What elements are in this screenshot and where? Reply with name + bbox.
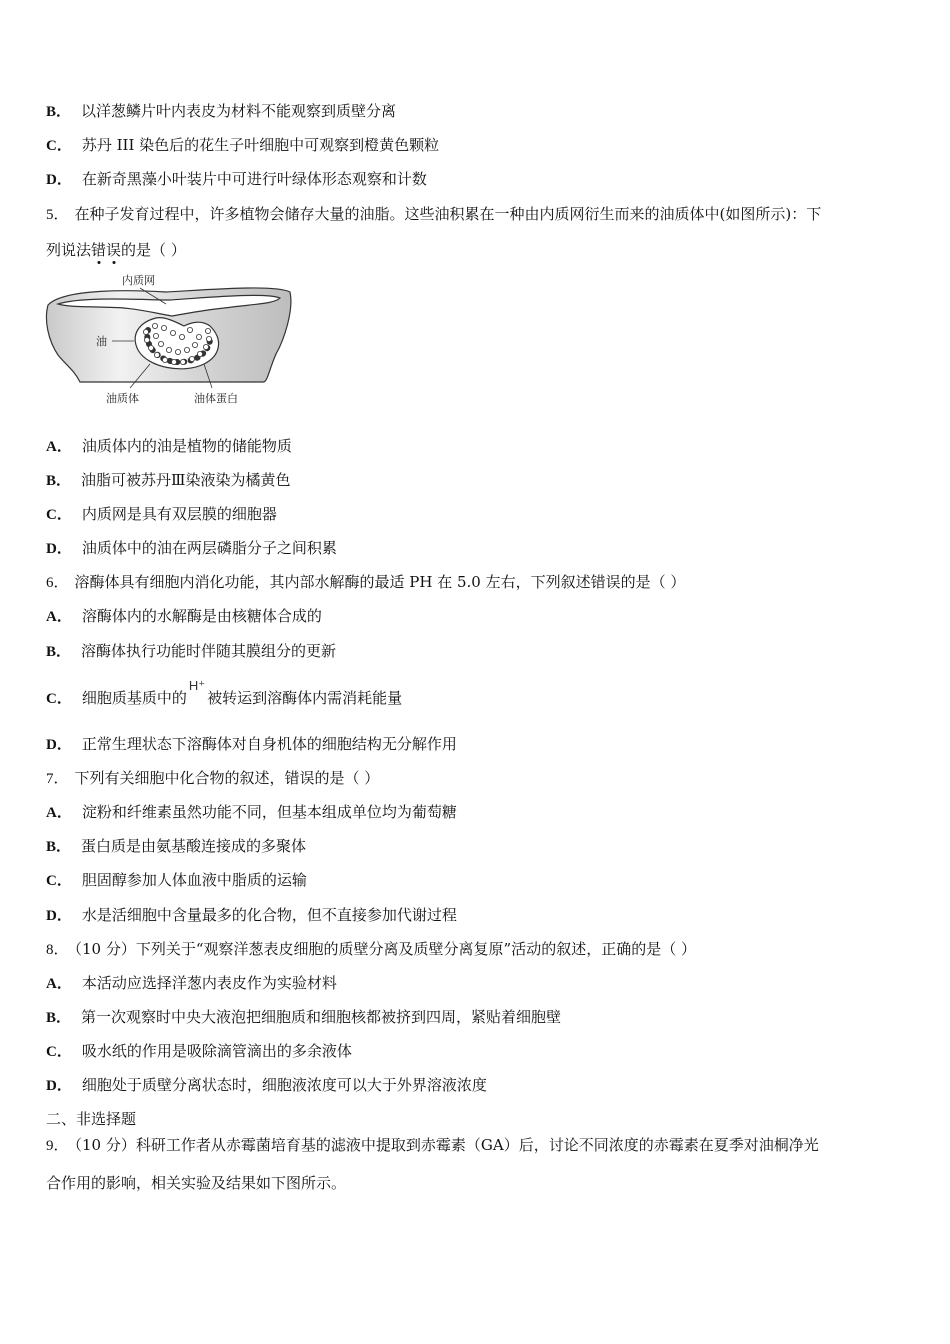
option-text: 蛋白质是由氨基酸连接成的多聚体 — [81, 837, 307, 855]
question-9-stem — [46, 1135, 819, 1156]
question-number: 7． — [46, 771, 69, 787]
hydrogen-ion-symbol: H⁺ — [188, 678, 206, 693]
emphasis-char: 误 — [106, 241, 122, 259]
label-oil-body-protein: 油体蛋白 — [194, 392, 238, 405]
option-text: 被转运到溶酶体内需消耗能量 — [207, 689, 403, 707]
option-line — [46, 734, 457, 755]
option-text: 淀粉和纤维素虽然功能不同，但基本组成单位均为葡萄糖 — [81, 803, 457, 821]
option-letter: B． — [46, 839, 72, 855]
option-text: 油质体中的油在两层磷脂分子之间积累 — [81, 539, 337, 557]
question-number: 9． — [46, 1138, 69, 1154]
option-letter: A． — [46, 609, 72, 625]
option-text: 溶酶体执行功能时伴随其膜组分的更新 — [81, 642, 337, 660]
option-letter: B． — [46, 644, 72, 660]
question-number: 5． — [46, 207, 69, 223]
label-oil: 油 — [96, 335, 107, 348]
question-5-stem — [46, 204, 821, 225]
option-line — [46, 169, 427, 190]
option-text: 苏丹 III 染色后的花生子叶细胞中可观察到橙黄色颗粒 — [81, 136, 440, 154]
option-letter: C． — [46, 1044, 72, 1060]
option-letter: C． — [46, 507, 72, 523]
option-letter: D． — [46, 541, 72, 557]
option-text: 吸水纸的作用是吸除滴管滴出的多余液体 — [81, 1042, 352, 1060]
option-text: 正常生理状态下溶酶体对自身机体的细胞结构无分解作用 — [81, 735, 457, 753]
question-text: 的是（ ） — [121, 241, 186, 259]
question-9-stem-cont: 合作用的影响，相关实验及结果如下图所示。 — [46, 1174, 347, 1192]
oil-body-figure — [44, 270, 294, 410]
option-letter: B． — [46, 104, 72, 120]
option-letter: C． — [46, 138, 72, 154]
option-text: 细胞质基质中的 — [81, 689, 187, 707]
option-text: 在新奇黑藻小叶装片中可进行叶绿体形态观察和计数 — [81, 170, 427, 188]
option-letter: D． — [46, 1078, 72, 1094]
option-letter: B． — [46, 473, 72, 489]
label-oil-body: 油质体 — [106, 392, 139, 405]
option-line — [46, 135, 439, 156]
option-text: 本活动应选择洋葱内表皮作为实验材料 — [81, 974, 337, 992]
question-7-stem — [46, 768, 379, 789]
option-text: 内质网是具有双层膜的细胞器 — [81, 505, 277, 523]
option-text: 第一次观察时中央大液泡把细胞质和细胞核都被挤到四周，紧贴着细胞壁 — [81, 1008, 562, 1026]
option-text: 胆固醇参加人体血液中脂质的运输 — [81, 871, 307, 889]
option-letter: D． — [46, 172, 72, 188]
option-text: 以洋葱鳞片叶内表皮为材料不能观察到质壁分离 — [81, 102, 397, 120]
option-letter: A． — [46, 439, 72, 455]
option-letter: D． — [46, 737, 72, 753]
option-letter: C． — [46, 873, 72, 889]
label-er: 内质网 — [122, 274, 155, 287]
question-number: 8． — [46, 942, 69, 958]
option-line — [46, 1041, 352, 1062]
option-letter: A． — [46, 976, 72, 992]
option-letter: B． — [46, 1010, 72, 1026]
option-line — [46, 870, 307, 891]
section-heading: 二、非选择题 — [46, 1110, 137, 1128]
option-text: 水是活细胞中含量最多的化合物，但不直接参加代谢过程 — [81, 906, 457, 924]
option-letter: A． — [46, 805, 72, 821]
option-line — [46, 436, 292, 457]
option-line — [46, 678, 403, 709]
option-line — [46, 101, 396, 122]
option-line — [46, 905, 457, 926]
question-text: 在种子发育过程中，许多植物会储存大量的油脂。这些油积累在一种由内质网衍生而来的油质体中(如图所示)：下 — [74, 205, 822, 223]
option-line — [46, 641, 336, 662]
option-line — [46, 1075, 487, 1096]
question-5-stem-cont — [46, 240, 186, 260]
question-text: （10 分）下列关于“观察洋葱表皮细胞的质壁分离及质壁分离复原”活动的叙述，正确的是（ ） — [74, 940, 696, 958]
question-6-stem — [46, 572, 685, 593]
option-text: 油脂可被苏丹Ⅲ染液染为橘黄色 — [81, 471, 291, 489]
option-letter: D． — [46, 908, 72, 924]
option-line — [46, 504, 277, 525]
option-text: 细胞处于质壁分离状态时，细胞液浓度可以大于外界溶液浓度 — [81, 1076, 487, 1094]
emphasis-char: 错 — [91, 241, 107, 259]
option-letter: C． — [46, 691, 72, 707]
option-text: 油质体内的油是植物的储能物质 — [81, 437, 292, 455]
question-8-stem — [46, 939, 696, 960]
option-line — [46, 973, 337, 994]
question-number: 6． — [46, 575, 69, 591]
option-line — [46, 836, 306, 857]
option-text: 溶酶体内的水解酶是由核糖体合成的 — [81, 607, 322, 625]
oil-body-diagram — [44, 270, 294, 410]
question-text: （10 分）科研工作者从赤霉菌培育基的滤液中提取到赤霉素（GA）后，讨论不同浓度的赤霉素在夏季对油桐净光 — [74, 1136, 819, 1154]
option-line — [46, 802, 457, 823]
question-text: 列说法 — [46, 241, 92, 259]
option-line — [46, 538, 337, 559]
option-line — [46, 1007, 561, 1028]
question-text: 溶酶体具有细胞内消化功能，其内部水解酶的最适 PH 在 5.0 左右，下列叙述错误的是（ ） — [74, 573, 686, 591]
option-line — [46, 470, 290, 491]
question-text: 下列有关细胞中化合物的叙述，错误的是（ ） — [74, 769, 380, 787]
option-line — [46, 606, 322, 627]
